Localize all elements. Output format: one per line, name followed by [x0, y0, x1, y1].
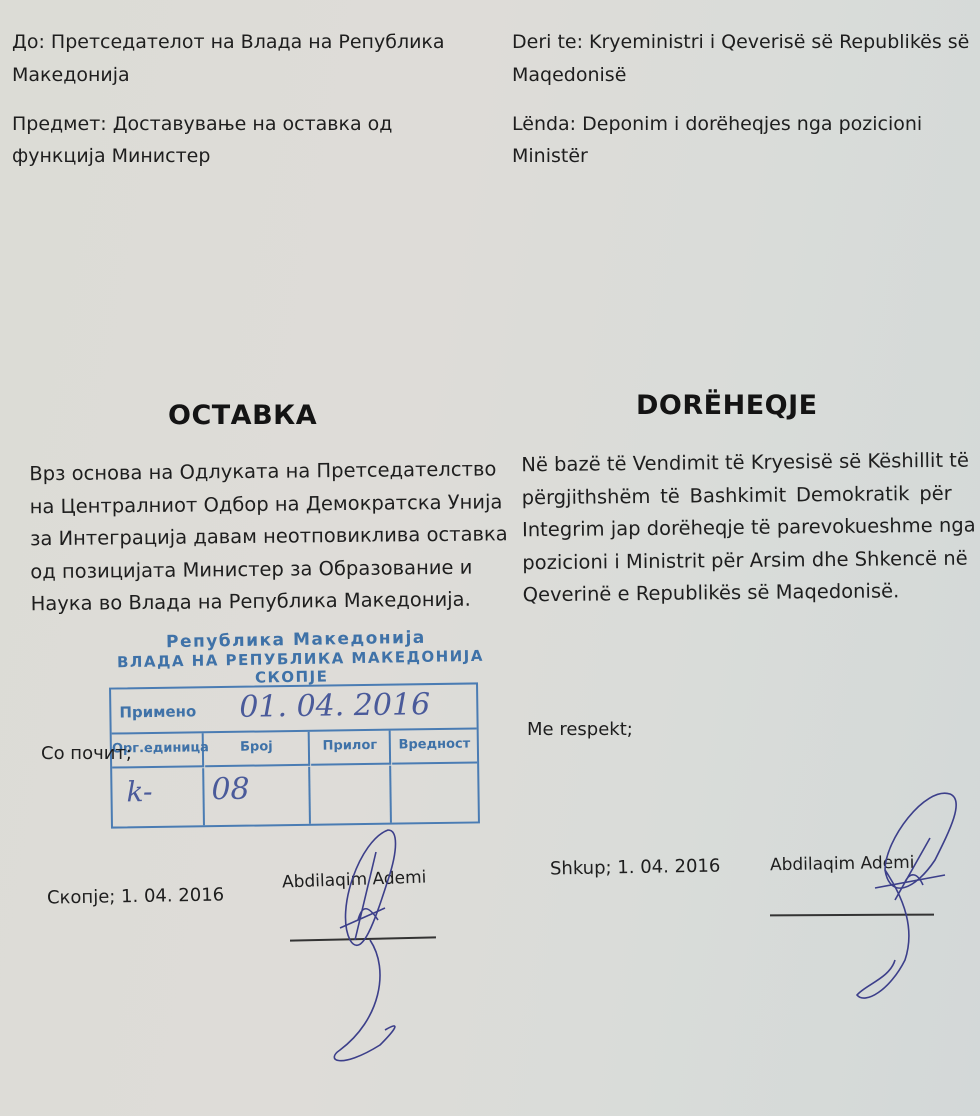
heading-resignation-sq: DORËHEQJE: [636, 390, 818, 421]
stamp-received-row: [111, 684, 477, 734]
signatory-name-sq: Abdilaqim Ademi: [769, 852, 915, 876]
stamp-cell-value: [392, 764, 478, 822]
body-line: Në bazë të Vendimit të Kryesisë së Këshillit të: [521, 448, 969, 477]
stamp-title-republic: Република Македонија: [165, 627, 426, 653]
body-line: Qeverinë e Republikës së Maqedonisë.: [522, 579, 900, 607]
body-line: на Централниот Одбор на Демократска Унија: [29, 489, 503, 518]
subject-line-sq-2: Ministër: [512, 145, 588, 167]
body-paragraph-sq: [521, 445, 976, 612]
stamp-col-number: Број: [205, 732, 310, 767]
recipient-line-sq-2: Maqedonisë: [512, 64, 627, 86]
stamp-received-date: 01. 04. 2016: [239, 687, 431, 725]
recipient-line-sq-1: Deri te: Kryeministri i Qeverisë së Republikës së: [512, 31, 970, 53]
stamp-col-org-unit: Орг.единица: [112, 733, 204, 768]
stamp-received-label: Примено: [119, 702, 197, 722]
body-line: Наука во Влада на Република Македонија.: [30, 587, 471, 616]
registry-stamp: [109, 682, 480, 828]
stamp-title-city: СКОПЈЕ: [254, 667, 329, 687]
stamp-cell-attachment: [311, 766, 392, 824]
subject-line-mk-1: Предмет: Доставување на оставка од: [12, 113, 393, 135]
signature-mk: [300, 820, 450, 1070]
heading-resignation-mk: ОСТАВКА: [168, 400, 318, 431]
stamp-title-government: ВЛАДА НА РЕПУБЛИКА МАКЕДОНИЈА: [116, 646, 485, 672]
closing-mk: Со почит;: [41, 743, 132, 764]
body-line: përgjithshëm të Bashkimit Demokratik për: [521, 481, 952, 509]
place-date-mk: Скопје; 1. 04. 2016: [46, 884, 225, 909]
stamp-col-attachment: Прилог: [311, 731, 391, 766]
body-line: Врз основа на Одлуката на Претседателство: [29, 457, 497, 486]
subject-line-mk-2: функција Министер: [12, 145, 211, 167]
place-date-sq: Shkup; 1. 04. 2016: [549, 855, 721, 880]
body-line: Integrim jap dorëheqje të parevokueshme nga: [521, 513, 976, 542]
stamp-cell-org-unit: k-: [112, 768, 205, 826]
body-line: од позицијата Министер за Образование и: [30, 555, 473, 583]
body-line: pozicioni i Ministrit për Arsim dhe Shkencë në: [522, 546, 968, 574]
signatory-name-mk: Abdilaqim Ademi: [281, 867, 427, 893]
closing-sq: Me respekt;: [527, 719, 633, 740]
body-line: за Интеграција давам неотповиклива оставка: [29, 522, 508, 551]
body-paragraph-mk: [29, 454, 508, 621]
stamp-col-value: Вредност: [392, 729, 477, 764]
subject-line-sq-1: Lënda: Deponim i dorëheqjes nga pozicioni: [512, 113, 923, 135]
signature-sq: [835, 790, 975, 1040]
recipient-line-mk-1: До: Претседателот на Влада на Република: [12, 31, 445, 53]
stamp-cell-number: 08: [205, 767, 311, 825]
recipient-line-mk-2: Македонија: [12, 64, 130, 86]
